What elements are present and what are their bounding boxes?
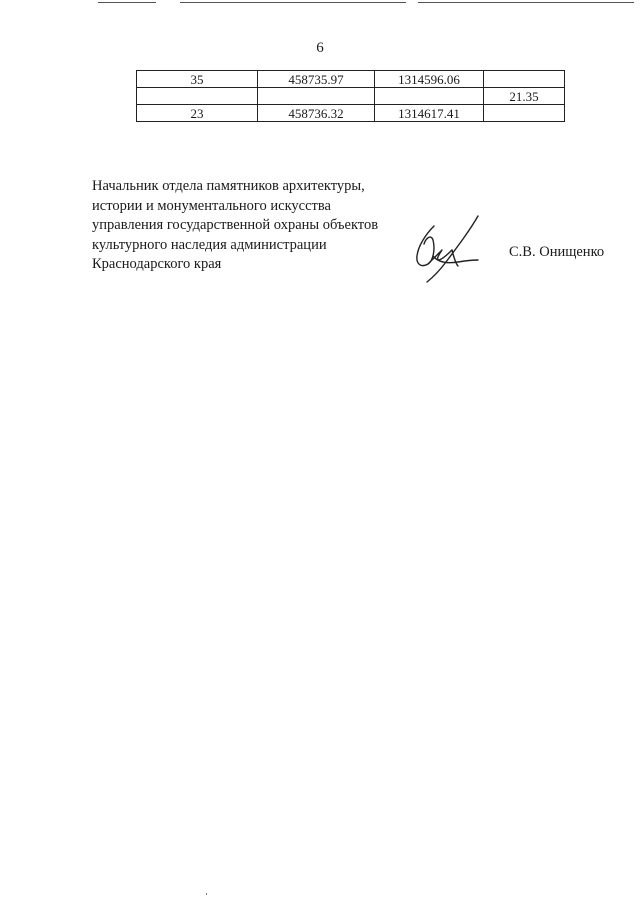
scan-edge-line <box>98 2 156 3</box>
signatory-title-line: Начальник отдела памятников архитектуры, <box>92 178 365 194</box>
table-cell-distance <box>484 71 565 88</box>
table-cell-point: 23 <box>137 105 258 122</box>
table-cell-y: 1314617.41 <box>375 105 484 122</box>
scan-edge-line <box>418 2 634 3</box>
table-row <box>137 88 565 105</box>
signatory-title-line: Краснодарского края <box>92 256 222 272</box>
table-cell-x: 458736.32 <box>258 105 375 122</box>
table-cell-distance: 21.35 <box>484 88 565 105</box>
page-number: 6 <box>316 40 324 56</box>
signatory-title-line: управления государственной охраны объектов <box>92 217 379 233</box>
table-cell-x: 458735.97 <box>258 71 375 88</box>
signatory-title-line: истории и монументального искусства <box>92 197 331 214</box>
signer-name: С.В. Онищенко <box>509 244 605 260</box>
coordinates-table <box>136 70 565 122</box>
table-cell-point: 35 <box>137 71 258 88</box>
scan-speck <box>206 893 207 895</box>
table-cell-y: 1314596.06 <box>375 71 484 88</box>
handwritten-signature-icon <box>408 212 486 284</box>
table-row <box>137 105 565 122</box>
table-cell-x <box>258 88 375 105</box>
table-cell-y <box>375 88 484 105</box>
table-cell-point <box>137 88 258 105</box>
scan-edge-line <box>180 2 406 3</box>
signatory-title <box>92 177 402 275</box>
signatory-title-line: культурного наследия администрации <box>92 236 327 253</box>
table-cell-distance <box>484 105 565 122</box>
table-row <box>137 71 565 88</box>
